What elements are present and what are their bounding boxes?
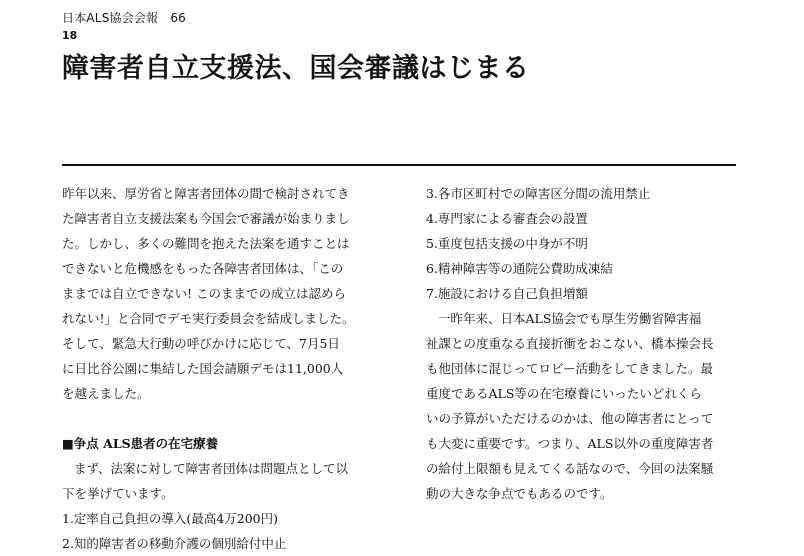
left-column bbox=[62, 181, 380, 556]
body-line: に日比谷公園に集結した国会請願デモは11,000人 bbox=[62, 361, 344, 376]
running-header bbox=[62, 9, 186, 26]
article-title: 障害者自立支援法、国会審議はじまる bbox=[62, 53, 530, 84]
body-line: れない!」と合同でデモ実行委員会を結成しました。 bbox=[62, 311, 355, 326]
body-line: いの予算がいただけるのかは、他の障害者にとって bbox=[426, 411, 714, 426]
body-line: ままでは自立できない! このままでの成立は認めら bbox=[62, 286, 346, 301]
journal-name: 日本ALS協会会報 bbox=[62, 11, 159, 25]
body-line: そして、緊急大行動の呼びかけに応じて、7月5日 bbox=[62, 336, 340, 351]
body-line: 重度であるALS等の在宅療養にいったいどれくら bbox=[426, 386, 702, 401]
body-line: も大変に重要です。つまり、ALS以外の重度障害者 bbox=[426, 436, 714, 451]
body-line: 一昨年来、日本ALS協会でも厚生労働省障害福 bbox=[438, 311, 702, 326]
list-item: 5.重度包括支援の中身が不明 bbox=[426, 236, 588, 251]
page-number: 18 bbox=[62, 29, 78, 42]
list-item: 1.定率自己負担の導入(最高4万200円) bbox=[62, 511, 278, 526]
body-line: た障害者自立支援法案も今国会で審議が始まりまし bbox=[62, 211, 350, 226]
list-item: 2.知的障害者の移動介護の個別給付中止 bbox=[62, 536, 287, 551]
body-line: を越えました。 bbox=[62, 386, 150, 401]
issue-number: 66 bbox=[170, 11, 186, 25]
body-line: できないと危機感をもった各障害者団体は、「この bbox=[62, 261, 344, 276]
list-item: 3.各市区町村での障害区分間の流用禁止 bbox=[426, 186, 651, 201]
right-column bbox=[426, 181, 744, 506]
list-item: 6.精神障害等の通院公費助成凍結 bbox=[426, 261, 613, 276]
paragraph-gap bbox=[62, 406, 380, 431]
list-item: 7.施設における自己負担増額 bbox=[426, 286, 588, 301]
body-line: 動の大きな争点でもあるのです。 bbox=[426, 486, 613, 501]
title-divider bbox=[62, 164, 736, 166]
body-line: た。しかし、多くの難問を抱えた法案を通すことは bbox=[62, 236, 350, 251]
body-line: 昨年以来、厚労省と障害者団体の間で検討されてき bbox=[62, 186, 350, 201]
body-line: 下を挙げています。 bbox=[62, 486, 174, 501]
body-line: まず、法案に対して障害者団体は問題点として以 bbox=[74, 461, 349, 476]
list-item: 4.専門家による審査会の設置 bbox=[426, 211, 588, 226]
body-line: の給付上限額も見えてくる話なので、今回の法案騒 bbox=[426, 461, 714, 476]
body-line: 祉課との度重なる直接折衝をおこない、橋本操会長 bbox=[426, 336, 714, 351]
body-line: も他団体に混じってロビー活動をしてきました。最 bbox=[426, 361, 714, 376]
section-heading: ■争点 ALS患者の在宅療養 bbox=[62, 436, 219, 451]
